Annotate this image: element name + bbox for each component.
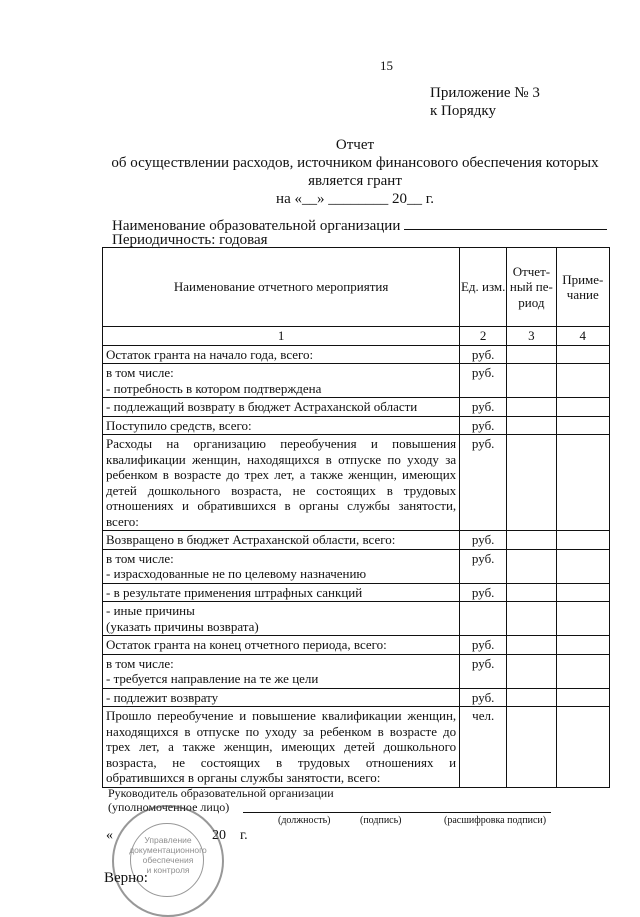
table-row	[103, 636, 610, 655]
stamp-line3: обеспечения	[142, 855, 194, 865]
header-unit-text: Ед. изм.	[460, 279, 506, 295]
sig-position-label: (должность)	[278, 815, 331, 826]
table-row	[103, 416, 610, 435]
official-stamp	[112, 805, 224, 917]
row-name: Прошло переобучение и повышение квалификации женщин, находящихся в отпуске по уходу за ребенком в возрасте до трех лет, а также женщин, имеющих детей дошкольного возраста, не состоящих в трудовых отношениях и обратившихся в органы службы занятости, всего:	[103, 707, 460, 788]
table-header-row	[103, 248, 610, 327]
table-row	[103, 549, 610, 583]
row-unit: руб.	[460, 531, 507, 550]
row-name: Возвращено в бюджет Астраханской области, всего:	[103, 531, 460, 550]
table-row	[103, 398, 610, 417]
sig-signature-label: (подпись)	[360, 815, 402, 826]
col-number: 3	[507, 327, 556, 346]
row-note	[556, 636, 609, 655]
row-name: в том числе: - израсходованные не по целевому назначению	[103, 549, 460, 583]
org-fill-line	[404, 215, 607, 230]
row-note	[556, 602, 609, 636]
header-unit	[460, 248, 507, 327]
row-period-value	[507, 654, 556, 688]
row-name: Поступило средств, всего:	[103, 416, 460, 435]
col-number: 2	[460, 327, 507, 346]
stamp-line1: Управление	[144, 835, 192, 845]
table-row	[103, 688, 610, 707]
row-period-value	[507, 531, 556, 550]
header-name: Наименование отчетного мероприятия	[103, 248, 460, 327]
appendix-note	[430, 84, 540, 120]
row-name: в том числе: - потребность в котором подтверждена	[103, 364, 460, 398]
row-period-value	[507, 364, 556, 398]
row-period-value	[507, 583, 556, 602]
row-period-value	[507, 688, 556, 707]
org-label: Наименование образовательной организации	[112, 218, 401, 234]
appendix-line2: к Порядку	[430, 103, 496, 119]
row-unit: руб.	[460, 654, 507, 688]
row-period-value	[507, 345, 556, 364]
row-period-value	[507, 398, 556, 417]
date-year: 20	[212, 828, 226, 843]
row-period-value	[507, 549, 556, 583]
col-number: 1	[103, 327, 460, 346]
row-period-value	[507, 416, 556, 435]
table-row	[103, 435, 610, 531]
row-name: - в результате применения штрафных санкций	[103, 583, 460, 602]
row-note	[556, 688, 609, 707]
table-row	[103, 707, 610, 788]
date-prefix: «	[106, 828, 113, 843]
title-line2: об осуществлении расходов, источником финансового обеспечения которых	[111, 155, 599, 171]
row-note	[556, 654, 609, 688]
row-name: Остаток гранта на конец отчетного периода, всего:	[103, 636, 460, 655]
header-period-text: Отчет-ный пе-риод	[509, 263, 553, 310]
table-body	[103, 345, 610, 787]
row-name: - подлежит возврату	[103, 688, 460, 707]
row-period-value	[507, 602, 556, 636]
stamp-line2: документационного	[129, 845, 207, 855]
title-line4: на «__» ________ 20__ г.	[276, 191, 434, 207]
row-unit: руб.	[460, 688, 507, 707]
row-note	[556, 531, 609, 550]
header-period	[507, 248, 556, 327]
stamp-line4: и контроля	[146, 865, 190, 875]
table-row	[103, 345, 610, 364]
stamp-text	[114, 835, 222, 875]
table-row	[103, 364, 610, 398]
row-unit: руб.	[460, 435, 507, 531]
row-note	[556, 398, 609, 417]
appendix-line1: Приложение № 3	[430, 85, 540, 101]
periodicity: Периодичность: годовая	[112, 232, 268, 248]
row-name: Расходы на организацию переобучения и повышения квалификации женщин, находящихся в отпуске по уходу за ребенком в возрасте до трех лет, а также женщин, имеющих детей дошкольного возраста, не состоящих в трудовых отношениях и обратившихся в органы службы занятости, всего:	[103, 435, 460, 531]
verno-label: Верно:	[104, 870, 148, 886]
row-unit: руб.	[460, 364, 507, 398]
table-row	[103, 583, 610, 602]
header-note	[556, 248, 609, 327]
row-unit: руб.	[460, 398, 507, 417]
row-note	[556, 583, 609, 602]
row-unit: руб.	[460, 583, 507, 602]
row-name: в том числе: - требуется направление на те же цели	[103, 654, 460, 688]
date-suffix: г.	[240, 828, 248, 843]
page-number: 15	[380, 58, 393, 73]
row-note	[556, 345, 609, 364]
row-unit: руб.	[460, 416, 507, 435]
sig-decoding-label: (расшифровка подписи)	[444, 815, 547, 826]
col-number: 4	[556, 327, 609, 346]
table-row	[103, 602, 610, 636]
table-row	[103, 654, 610, 688]
row-period-value	[507, 636, 556, 655]
row-unit: чел.	[460, 707, 507, 788]
row-unit: руб.	[460, 636, 507, 655]
row-period-value	[507, 435, 556, 531]
row-unit: руб.	[460, 549, 507, 583]
row-note	[556, 707, 609, 788]
table-row	[103, 531, 610, 550]
title-line1: Отчет	[335, 137, 375, 153]
row-name: - подлежащий возврату в бюджет Астраханской области	[103, 398, 460, 417]
header-note-text: Приме-чание	[562, 271, 604, 302]
head-label-1: Руководитель образовательной организации	[108, 786, 334, 800]
row-note	[556, 549, 609, 583]
column-number-row	[103, 327, 610, 346]
row-unit: руб.	[460, 345, 507, 364]
row-note	[556, 364, 609, 398]
report-title	[100, 136, 610, 208]
row-note	[556, 435, 609, 531]
row-unit	[460, 602, 507, 636]
signature-line	[243, 800, 551, 813]
row-name: Остаток гранта на начало года, всего:	[103, 345, 460, 364]
head-label-2: (уполномоченное лицо)	[108, 800, 230, 814]
title-line3: является грант	[308, 173, 402, 189]
row-period-value	[507, 707, 556, 788]
report-table	[102, 247, 610, 788]
row-name: - иные причины (указать причины возврата)	[103, 602, 460, 636]
row-note	[556, 416, 609, 435]
